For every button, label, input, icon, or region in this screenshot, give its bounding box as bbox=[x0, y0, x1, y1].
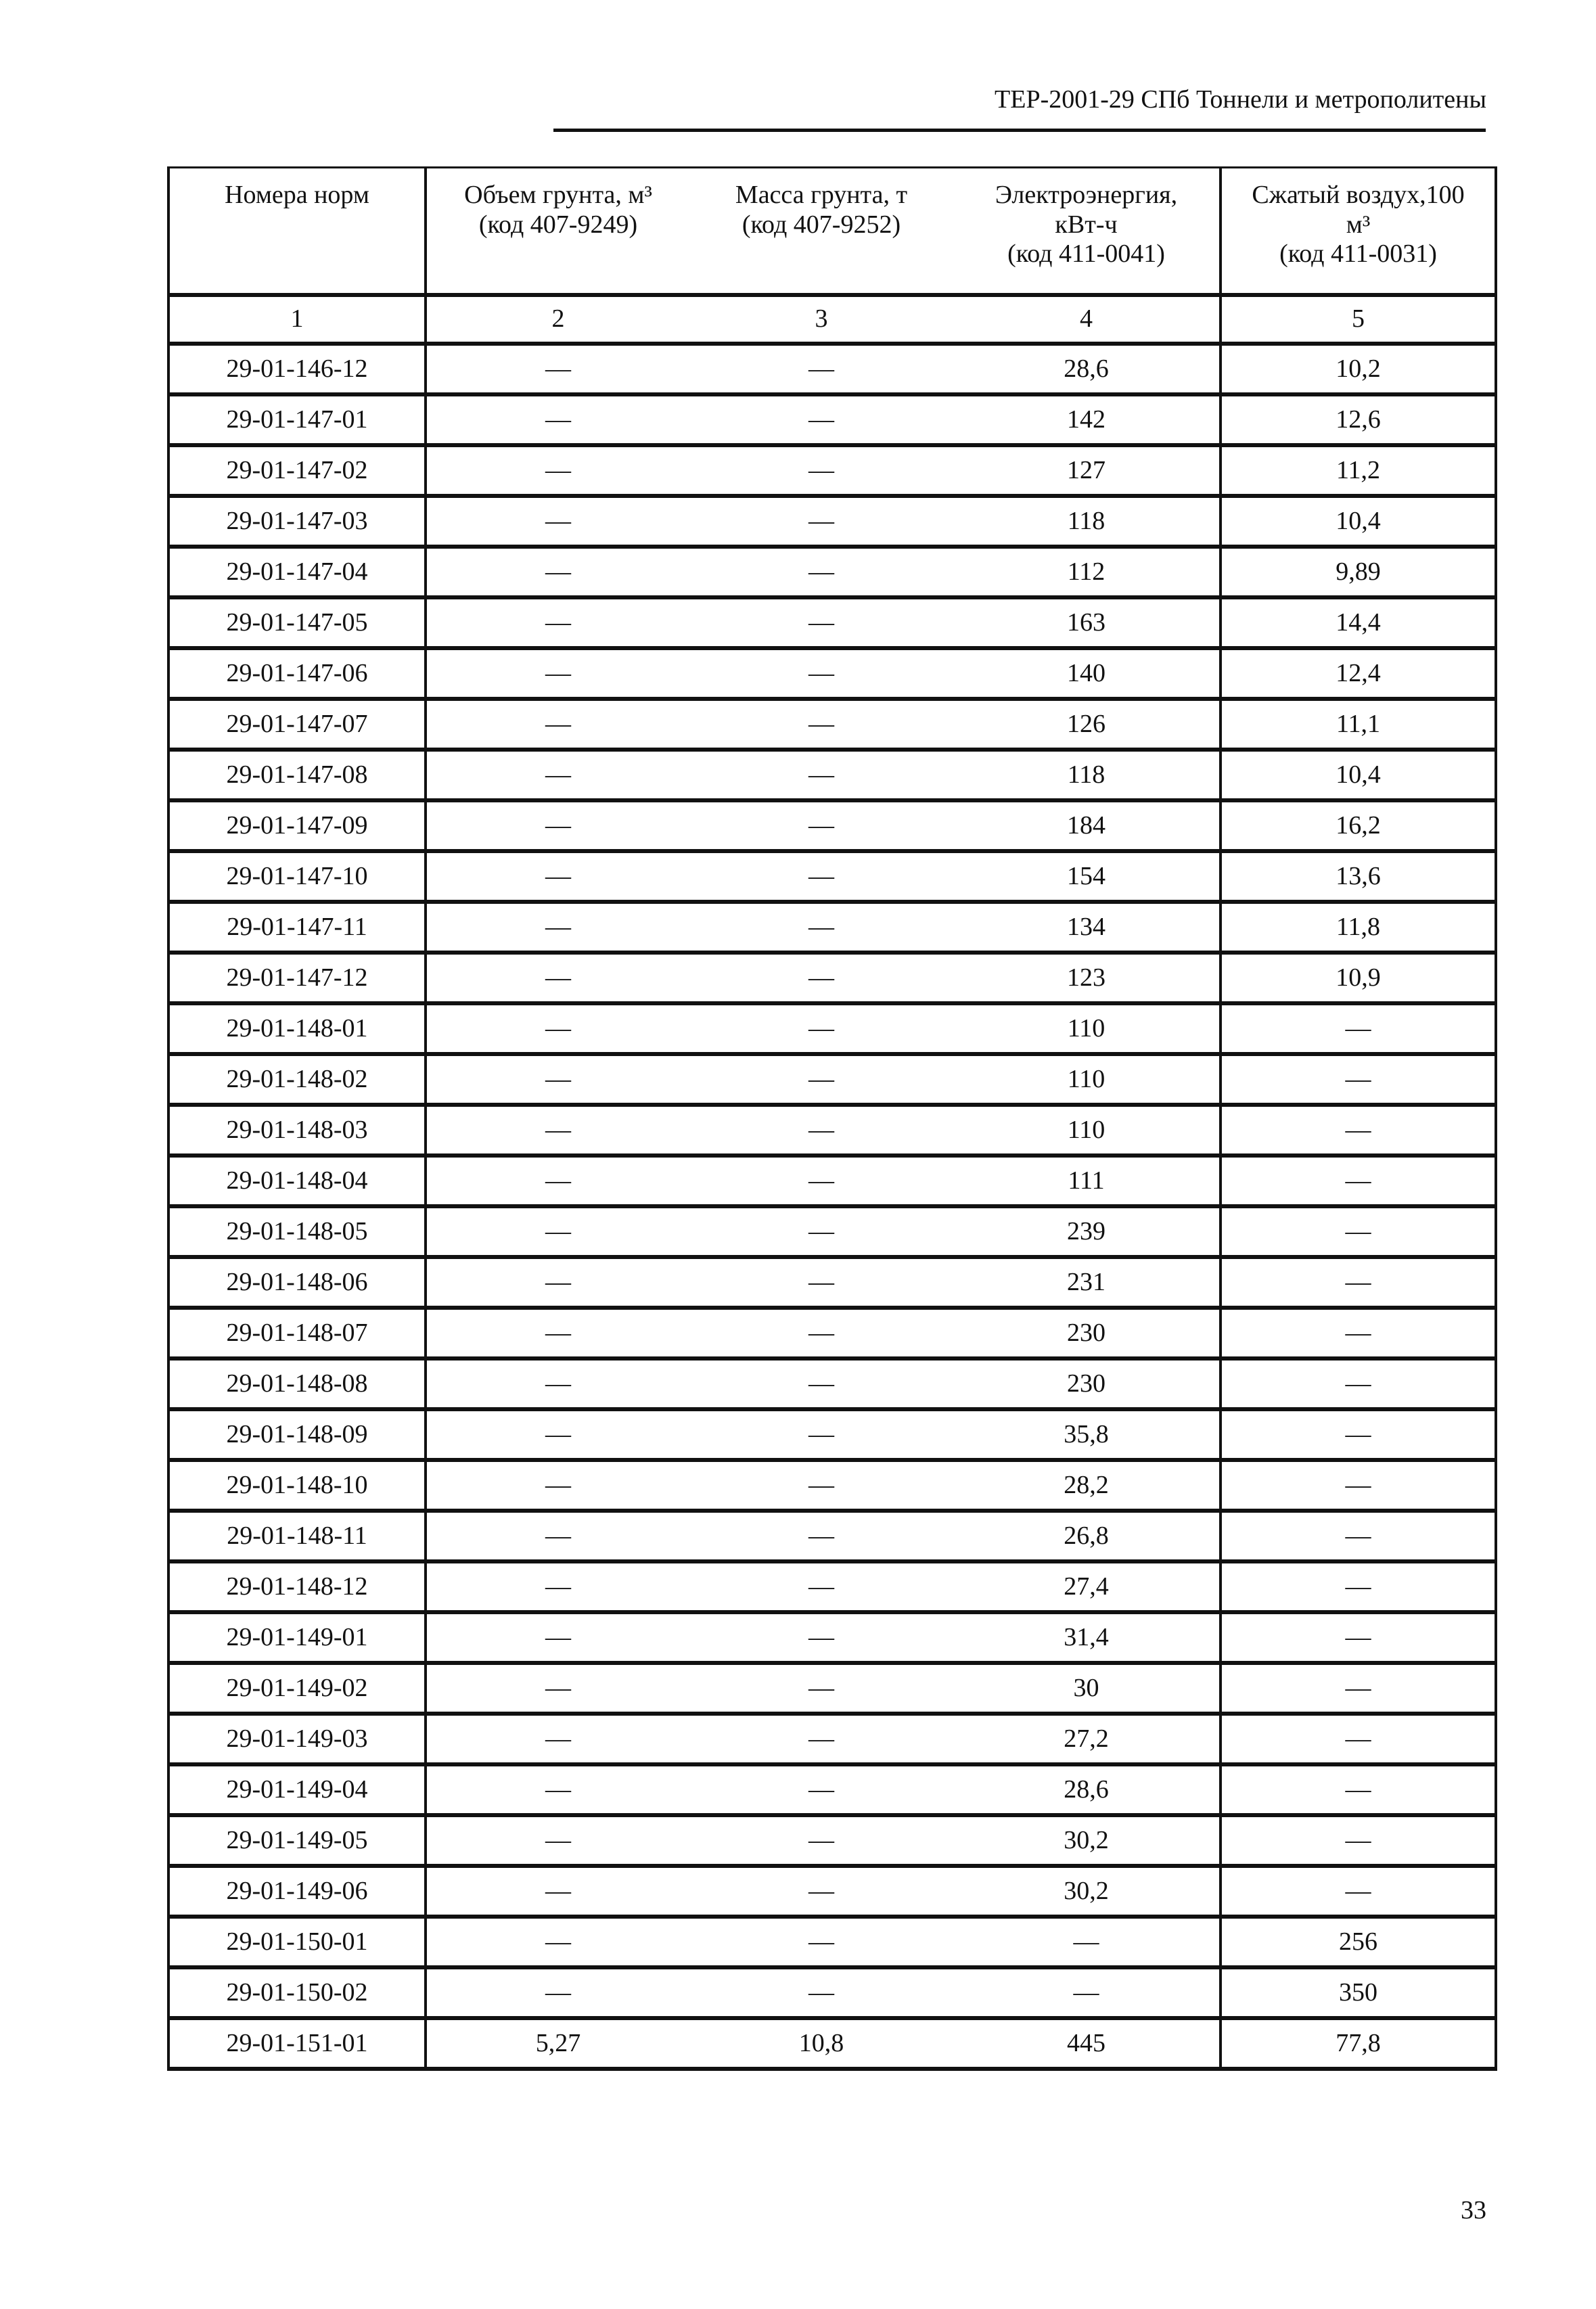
norm-number-cell: 29-01-149-02 bbox=[168, 1663, 426, 1714]
table-row bbox=[168, 1714, 1496, 1764]
soil-mass-cell: — bbox=[689, 699, 953, 750]
soil-volume-cell: — bbox=[426, 1917, 689, 1967]
norm-number-cell: 29-01-150-02 bbox=[168, 1967, 426, 2018]
norm-number-cell: 29-01-148-09 bbox=[168, 1409, 426, 1460]
header-electricity bbox=[953, 168, 1221, 296]
header-line: Масса грунта, т bbox=[735, 181, 908, 209]
header-line: кВт-ч bbox=[1055, 210, 1118, 239]
table-row bbox=[168, 1358, 1496, 1409]
soil-volume-cell: — bbox=[426, 344, 689, 394]
soil-volume-cell: — bbox=[426, 699, 689, 750]
soil-volume-cell: — bbox=[426, 547, 689, 597]
norm-number-cell: 29-01-148-11 bbox=[168, 1511, 426, 1561]
electricity-cell: — bbox=[953, 1967, 1221, 2018]
column-number: 5 bbox=[1221, 295, 1496, 344]
table-row bbox=[168, 750, 1496, 800]
electricity-cell: 110 bbox=[953, 1003, 1221, 1054]
electricity-cell: 28,6 bbox=[953, 1764, 1221, 1815]
soil-volume-cell: — bbox=[426, 1663, 689, 1714]
soil-volume-cell: — bbox=[426, 1206, 689, 1257]
soil-mass-cell: — bbox=[689, 1612, 953, 1663]
compressed-air-cell: — bbox=[1221, 1003, 1496, 1054]
norm-number-cell: 29-01-151-01 bbox=[168, 2018, 426, 2069]
soil-volume-cell: — bbox=[426, 1511, 689, 1561]
compressed-air-cell: 9,89 bbox=[1221, 547, 1496, 597]
norm-number-cell: 29-01-147-07 bbox=[168, 699, 426, 750]
electricity-cell: 28,6 bbox=[953, 344, 1221, 394]
compressed-air-cell: 12,6 bbox=[1221, 394, 1496, 445]
soil-volume-cell: 5,27 bbox=[426, 2018, 689, 2069]
norm-number-cell: 29-01-149-01 bbox=[168, 1612, 426, 1663]
electricity-cell: 118 bbox=[953, 496, 1221, 547]
column-number: 4 bbox=[953, 295, 1221, 344]
soil-mass-cell: — bbox=[689, 597, 953, 648]
soil-mass-cell: — bbox=[689, 1663, 953, 1714]
header-line: (код 407-9249) bbox=[478, 210, 638, 239]
soil-volume-cell: — bbox=[426, 750, 689, 800]
column-number-row bbox=[168, 295, 1496, 344]
soil-mass-cell: — bbox=[689, 496, 953, 547]
table-row bbox=[168, 1663, 1496, 1714]
header-soil-volume bbox=[426, 168, 689, 296]
electricity-cell: 27,4 bbox=[953, 1561, 1221, 1612]
electricity-cell: 134 bbox=[953, 902, 1221, 953]
norm-number-cell: 29-01-147-12 bbox=[168, 953, 426, 1003]
soil-mass-cell: — bbox=[689, 1511, 953, 1561]
document-header-title: ТЕР-2001-29 СПб Тоннели и метрополитены bbox=[995, 85, 1486, 114]
table-row bbox=[168, 1764, 1496, 1815]
electricity-cell: 445 bbox=[953, 2018, 1221, 2069]
compressed-air-cell: 10,4 bbox=[1221, 496, 1496, 547]
table-row bbox=[168, 1308, 1496, 1358]
header-rule bbox=[553, 129, 1486, 132]
soil-mass-cell: — bbox=[689, 1460, 953, 1511]
table-row bbox=[168, 1612, 1496, 1663]
soil-volume-cell: — bbox=[426, 597, 689, 648]
electricity-cell: 111 bbox=[953, 1156, 1221, 1206]
soil-volume-cell: — bbox=[426, 1764, 689, 1815]
soil-mass-cell: — bbox=[689, 1105, 953, 1156]
compressed-air-cell: — bbox=[1221, 1409, 1496, 1460]
norm-number-cell: 29-01-147-10 bbox=[168, 851, 426, 902]
table-row bbox=[168, 344, 1496, 394]
table-header bbox=[168, 168, 1496, 296]
norm-number-cell: 29-01-149-04 bbox=[168, 1764, 426, 1815]
norm-number-cell: 29-01-147-09 bbox=[168, 800, 426, 851]
electricity-cell: 31,4 bbox=[953, 1612, 1221, 1663]
soil-mass-cell: — bbox=[689, 394, 953, 445]
table-row bbox=[168, 1866, 1496, 1917]
compressed-air-cell: 11,2 bbox=[1221, 445, 1496, 496]
electricity-cell: 26,8 bbox=[953, 1511, 1221, 1561]
norm-number-cell: 29-01-149-06 bbox=[168, 1866, 426, 1917]
soil-volume-cell: — bbox=[426, 1105, 689, 1156]
norm-number-cell: 29-01-147-06 bbox=[168, 648, 426, 699]
compressed-air-cell: — bbox=[1221, 1663, 1496, 1714]
soil-mass-cell: — bbox=[689, 344, 953, 394]
compressed-air-cell: 77,8 bbox=[1221, 2018, 1496, 2069]
table-row bbox=[168, 496, 1496, 547]
soil-volume-cell: — bbox=[426, 1409, 689, 1460]
table-row bbox=[168, 851, 1496, 902]
table-body bbox=[168, 295, 1496, 2069]
soil-volume-cell: — bbox=[426, 1714, 689, 1764]
soil-volume-cell: — bbox=[426, 1612, 689, 1663]
compressed-air-cell: 11,1 bbox=[1221, 699, 1496, 750]
compressed-air-cell: 14,4 bbox=[1221, 597, 1496, 648]
norm-number-cell: 29-01-147-05 bbox=[168, 597, 426, 648]
electricity-cell: 30,2 bbox=[953, 1866, 1221, 1917]
table-row bbox=[168, 1815, 1496, 1866]
table-row bbox=[168, 902, 1496, 953]
electricity-cell: 28,2 bbox=[953, 1460, 1221, 1511]
compressed-air-cell: — bbox=[1221, 1460, 1496, 1511]
electricity-cell: 163 bbox=[953, 597, 1221, 648]
soil-volume-cell: — bbox=[426, 1815, 689, 1866]
norm-number-cell: 29-01-148-05 bbox=[168, 1206, 426, 1257]
compressed-air-cell: — bbox=[1221, 1257, 1496, 1308]
soil-mass-cell: — bbox=[689, 1409, 953, 1460]
soil-volume-cell: — bbox=[426, 394, 689, 445]
table-row bbox=[168, 1409, 1496, 1460]
electricity-cell: 142 bbox=[953, 394, 1221, 445]
norm-number-cell: 29-01-149-05 bbox=[168, 1815, 426, 1866]
soil-mass-cell: — bbox=[689, 1003, 953, 1054]
electricity-cell: 30 bbox=[953, 1663, 1221, 1714]
compressed-air-cell: 12,4 bbox=[1221, 648, 1496, 699]
norm-number-cell: 29-01-147-11 bbox=[168, 902, 426, 953]
soil-volume-cell: — bbox=[426, 1967, 689, 2018]
electricity-cell: 110 bbox=[953, 1054, 1221, 1105]
electricity-cell: 140 bbox=[953, 648, 1221, 699]
soil-mass-cell: — bbox=[689, 1815, 953, 1866]
norm-number-cell: 29-01-148-10 bbox=[168, 1460, 426, 1511]
compressed-air-cell: — bbox=[1221, 1866, 1496, 1917]
compressed-air-cell: — bbox=[1221, 1054, 1496, 1105]
soil-mass-cell: — bbox=[689, 1054, 953, 1105]
table-row bbox=[168, 699, 1496, 750]
norm-number-cell: 29-01-147-03 bbox=[168, 496, 426, 547]
header-line: Номера норм bbox=[225, 181, 369, 209]
soil-mass-cell: — bbox=[689, 1257, 953, 1308]
electricity-cell: 184 bbox=[953, 800, 1221, 851]
electricity-cell: 230 bbox=[953, 1358, 1221, 1409]
table-row bbox=[168, 394, 1496, 445]
table-row bbox=[168, 1156, 1496, 1206]
compressed-air-cell: — bbox=[1221, 1308, 1496, 1358]
electricity-cell: 118 bbox=[953, 750, 1221, 800]
table-row bbox=[168, 1257, 1496, 1308]
header-line: (код 407-9252) bbox=[742, 210, 901, 239]
table-row bbox=[168, 1511, 1496, 1561]
norm-number-cell: 29-01-148-03 bbox=[168, 1105, 426, 1156]
compressed-air-cell: 350 bbox=[1221, 1967, 1496, 2018]
soil-volume-cell: — bbox=[426, 1866, 689, 1917]
table-row bbox=[168, 2018, 1496, 2069]
electricity-cell: 154 bbox=[953, 851, 1221, 902]
header-line: Объем грунта, м³ bbox=[464, 181, 652, 209]
soil-volume-cell: — bbox=[426, 1054, 689, 1105]
soil-mass-cell: — bbox=[689, 1866, 953, 1917]
soil-mass-cell: — bbox=[689, 1206, 953, 1257]
soil-volume-cell: — bbox=[426, 953, 689, 1003]
table-row bbox=[168, 1460, 1496, 1511]
soil-volume-cell: — bbox=[426, 1358, 689, 1409]
compressed-air-cell: — bbox=[1221, 1764, 1496, 1815]
compressed-air-cell: 10,4 bbox=[1221, 750, 1496, 800]
norms-table bbox=[167, 166, 1497, 2071]
soil-volume-cell: — bbox=[426, 1156, 689, 1206]
table-row bbox=[168, 445, 1496, 496]
soil-volume-cell: — bbox=[426, 1003, 689, 1054]
header-norm-numbers bbox=[168, 168, 426, 296]
compressed-air-cell: 256 bbox=[1221, 1917, 1496, 1967]
compressed-air-cell: 16,2 bbox=[1221, 800, 1496, 851]
soil-mass-cell: — bbox=[689, 953, 953, 1003]
compressed-air-cell: 10,2 bbox=[1221, 344, 1496, 394]
table-row bbox=[168, 1105, 1496, 1156]
header-row bbox=[168, 168, 1496, 296]
soil-mass-cell: — bbox=[689, 1156, 953, 1206]
norm-number-cell: 29-01-149-03 bbox=[168, 1714, 426, 1764]
norm-number-cell: 29-01-146-12 bbox=[168, 344, 426, 394]
electricity-cell: 126 bbox=[953, 699, 1221, 750]
soil-volume-cell: — bbox=[426, 496, 689, 547]
soil-mass-cell: — bbox=[689, 1917, 953, 1967]
soil-mass-cell: — bbox=[689, 547, 953, 597]
compressed-air-cell: 11,8 bbox=[1221, 902, 1496, 953]
electricity-cell: 35,8 bbox=[953, 1409, 1221, 1460]
header-line: Сжатый воздух,100 bbox=[1252, 181, 1465, 209]
soil-volume-cell: — bbox=[426, 648, 689, 699]
soil-mass-cell: — bbox=[689, 1308, 953, 1358]
norm-number-cell: 29-01-148-12 bbox=[168, 1561, 426, 1612]
norm-number-cell: 29-01-148-04 bbox=[168, 1156, 426, 1206]
table-row bbox=[168, 1967, 1496, 2018]
norm-number-cell: 29-01-147-02 bbox=[168, 445, 426, 496]
compressed-air-cell: 13,6 bbox=[1221, 851, 1496, 902]
electricity-cell: 27,2 bbox=[953, 1714, 1221, 1764]
soil-mass-cell: — bbox=[689, 851, 953, 902]
electricity-cell: 231 bbox=[953, 1257, 1221, 1308]
soil-mass-cell: — bbox=[689, 1561, 953, 1612]
table-row bbox=[168, 547, 1496, 597]
soil-volume-cell: — bbox=[426, 902, 689, 953]
norm-number-cell: 29-01-150-01 bbox=[168, 1917, 426, 1967]
electricity-cell: 110 bbox=[953, 1105, 1221, 1156]
compressed-air-cell: — bbox=[1221, 1815, 1496, 1866]
norm-number-cell: 29-01-148-01 bbox=[168, 1003, 426, 1054]
compressed-air-cell: — bbox=[1221, 1206, 1496, 1257]
header-compressed-air bbox=[1221, 168, 1496, 296]
soil-volume-cell: — bbox=[426, 1308, 689, 1358]
soil-volume-cell: — bbox=[426, 800, 689, 851]
electricity-cell: 127 bbox=[953, 445, 1221, 496]
soil-mass-cell: — bbox=[689, 445, 953, 496]
table-row bbox=[168, 1206, 1496, 1257]
table-row bbox=[168, 1917, 1496, 1967]
norm-number-cell: 29-01-148-07 bbox=[168, 1308, 426, 1358]
soil-mass-cell: — bbox=[689, 750, 953, 800]
norm-number-cell: 29-01-148-08 bbox=[168, 1358, 426, 1409]
soil-volume-cell: — bbox=[426, 1257, 689, 1308]
soil-mass-cell: — bbox=[689, 1764, 953, 1815]
soil-mass-cell: 10,8 bbox=[689, 2018, 953, 2069]
norm-number-cell: 29-01-147-08 bbox=[168, 750, 426, 800]
soil-volume-cell: — bbox=[426, 851, 689, 902]
norm-number-cell: 29-01-147-04 bbox=[168, 547, 426, 597]
table-row bbox=[168, 953, 1496, 1003]
header-line: Электроэнергия, bbox=[995, 181, 1178, 209]
table-row bbox=[168, 648, 1496, 699]
header-line: м³ bbox=[1346, 210, 1371, 239]
page-number: 33 bbox=[1461, 2196, 1486, 2224]
table-row bbox=[168, 800, 1496, 851]
compressed-air-cell: — bbox=[1221, 1561, 1496, 1612]
soil-volume-cell: — bbox=[426, 445, 689, 496]
soil-mass-cell: — bbox=[689, 1967, 953, 2018]
electricity-cell: 123 bbox=[953, 953, 1221, 1003]
compressed-air-cell: — bbox=[1221, 1156, 1496, 1206]
electricity-cell: 30,2 bbox=[953, 1815, 1221, 1866]
electricity-cell: 239 bbox=[953, 1206, 1221, 1257]
column-number: 1 bbox=[168, 295, 426, 344]
norm-number-cell: 29-01-148-06 bbox=[168, 1257, 426, 1308]
soil-mass-cell: — bbox=[689, 902, 953, 953]
compressed-air-cell: — bbox=[1221, 1358, 1496, 1409]
soil-mass-cell: — bbox=[689, 1358, 953, 1409]
table-row bbox=[168, 597, 1496, 648]
table-row bbox=[168, 1054, 1496, 1105]
compressed-air-cell: 10,9 bbox=[1221, 953, 1496, 1003]
compressed-air-cell: — bbox=[1221, 1105, 1496, 1156]
header-line: (код 411-0041) bbox=[1007, 239, 1165, 269]
soil-mass-cell: — bbox=[689, 800, 953, 851]
compressed-air-cell: — bbox=[1221, 1714, 1496, 1764]
electricity-cell: 230 bbox=[953, 1308, 1221, 1358]
table-row bbox=[168, 1003, 1496, 1054]
header-soil-mass bbox=[689, 168, 953, 296]
table-row bbox=[168, 1561, 1496, 1612]
electricity-cell: 112 bbox=[953, 547, 1221, 597]
electricity-cell: — bbox=[953, 1917, 1221, 1967]
soil-mass-cell: — bbox=[689, 1714, 953, 1764]
compressed-air-cell: — bbox=[1221, 1511, 1496, 1561]
soil-volume-cell: — bbox=[426, 1460, 689, 1511]
column-number: 3 bbox=[689, 295, 953, 344]
soil-mass-cell: — bbox=[689, 648, 953, 699]
norm-number-cell: 29-01-147-01 bbox=[168, 394, 426, 445]
column-number: 2 bbox=[426, 295, 689, 344]
header-line: (код 411-0031) bbox=[1279, 239, 1437, 269]
compressed-air-cell: — bbox=[1221, 1612, 1496, 1663]
norm-number-cell: 29-01-148-02 bbox=[168, 1054, 426, 1105]
soil-volume-cell: — bbox=[426, 1561, 689, 1612]
